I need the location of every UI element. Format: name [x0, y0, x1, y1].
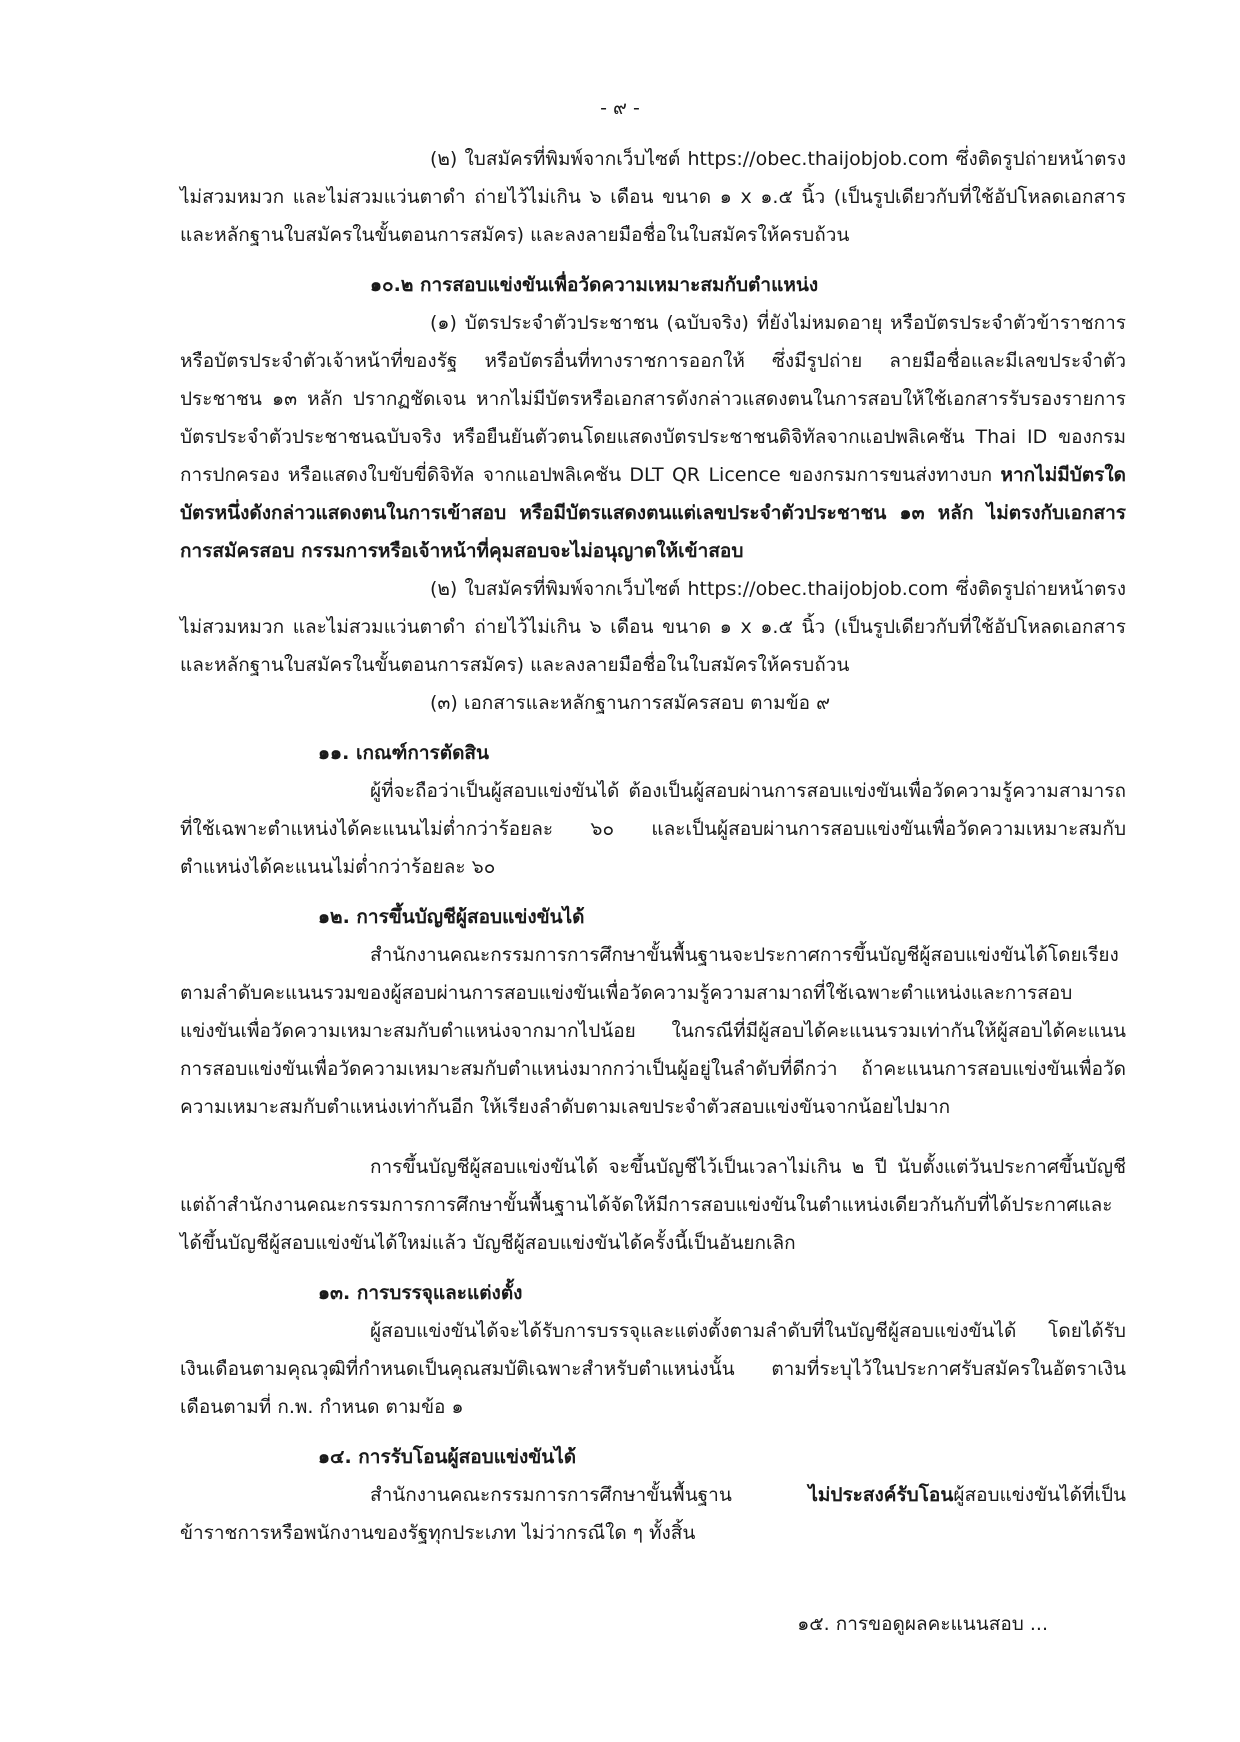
paragraph-application-form-2: (๒) ใบสมัครที่พิมพ์จากเว็บไซต์ https://obec.thaijobjob.com ซึ่งติดรูปถ่ายหน้าตรง ไม่สวมหมวก และไม่สวมแว่นตาดำ ถ่ายไว้ไม่เกิน ๖ เดือน ขนาด ๑ x ๑.๕ นิ้ว (เป็นรูปเดียวกับที่ใช้อัปโหลดเอกสารและหลักฐานใบสมัครในขั้นตอนการสมัคร) และลงลายมือชื่อในใบสมัครให้ครบถ้วน — [180, 578, 1126, 676]
paragraph-transfer — [180, 1476, 1126, 1552]
heading-12: ๑๒. การขึ้นบัญชีผู้สอบแข่งขันได้ — [318, 906, 585, 928]
paragraph-id-card — [180, 304, 1126, 570]
paragraph-application-form-1: (๒) ใบสมัครที่พิมพ์จากเว็บไซต์ https://obec.thaijobjob.com ซึ่งติดรูปถ่ายหน้าตรง ไม่สวมหมวก และไม่สวมแว่นตาดำ ถ่ายไว้ไม่เกิน ๖ เดือน ขนาด ๑ x ๑.๕ นิ้ว (เป็นรูปเดียวกับที่ใช้อัปโหลดเอกสารและหลักฐานใบสมัครในขั้นตอนการสมัคร) และลงลายมือชื่อในใบสมัครให้ครบถ้วน — [180, 148, 1126, 246]
heading-10-2: ๑๐.๒ การสอบแข่งขันเพื่อวัดความเหมาะสมกับตำแหน่ง — [370, 274, 819, 296]
id-card-text: (๑) บัตรประจำตัวประชาชน (ฉบับจริง) ที่ยังไม่หมดอายุ หรือบัตรประจำตัวข้าราชการหรือบัตรประจำตัวเจ้าหน้าที่ของรัฐ หรือบัตรอื่นที่ทางราชการออกให้ ซึ่งมีรูปถ่าย ลายมือชื่อและมีเลขประจำตัวประชาชน ๑๓ หลัก ปรากฏชัดเจน หากไม่มีบัตรหรือเอกสารดังกล่าวแสดงตนในการสอบให้ใช้เอกสารรับรองรายการบัตรประจำตัวประชาชนฉบับจริง หรือยืนยันตัวตนโดยแสดงบัตรประชาชนดิจิทัลจากแอปพลิเคชัน Thai ID ของกรมการปกครอง หรือแสดงใบขับขี่ดิจิทัล จากแอปพลิเคชัน DLT QR Licence ของกรมการขนส่งทางบก — [180, 312, 1126, 486]
page-number: - ๙ - — [600, 97, 640, 119]
transfer-text-a: สำนักงานคณะกรรมการการศึกษาขั้นพื้นฐาน — [370, 1484, 809, 1506]
paragraph-appointment: ผู้สอบแข่งขันได้จะได้รับการบรรจุและแต่งตั้งตามลำดับที่ในบัญชีผู้สอบแข่งขันได้ โดยได้รับเงินเดือนตามคุณวุฒิที่กำหนดเป็นคุณสมบัติเฉพาะสำหรับตำแหน่งนั้น ตามที่ระบุไว้ในประกาศรับสมัครในอัตราเงินเดือนตามที่ ก.พ. กำหนด ตามข้อ ๑ — [180, 1320, 1126, 1418]
id-card-warning: หากไม่มีบัตรใดบัตรหนึ่งดังกล่าวแสดงตนในการเข้าสอบ หรือมีบัตรแสดงตนแต่เลขประจำตัวประชาชน ๑๓ หลัก ไม่ตรงกับเอกสารการสมัครสอบ กรรมการหรือเจ้าหน้าที่คุมสอบจะไม่อนุญาตให้เข้าสอบ — [180, 464, 1126, 562]
document-body — [180, 140, 1126, 1552]
paragraph-documents: (๓) เอกสารและหลักฐานการสมัครสอบ ตามข้อ ๙ — [430, 692, 831, 714]
transfer-bold: ไม่ประสงค์รับโอน — [808, 1484, 954, 1506]
paragraph-list-validity: การขึ้นบัญชีผู้สอบแข่งขันได้ จะขึ้นบัญชีไว้เป็นเวลาไม่เกิน ๒ ปี นับตั้งแต่วันประกาศขึ้นบัญชี แต่ถ้าสำนักงานคณะกรรมการการศึกษาขั้นพื้นฐานได้จัดให้มีการสอบแข่งขันในตำแหน่งเดียวกันกับที่ได้ประกาศและได้ขึ้นบัญชีผู้สอบแข่งขันได้ใหม่แล้ว บัญชีผู้สอบแข่งขันได้ครั้งนี้เป็นอันยกเลิก — [180, 1156, 1126, 1254]
transfer-text-b: ผู้สอบแข่งขันได้ที่เป็นข้าราชการหรือพนักงานของรัฐทุกประเภท ไม่ว่ากรณีใด ๆ ทั้งสิ้น — [180, 1484, 1126, 1544]
paragraph-criteria: ผู้ที่จะถือว่าเป็นผู้สอบแข่งขันได้ ต้องเป็นผู้สอบผ่านการสอบแข่งขันเพื่อวัดความรู้ความสามารถที่ใช้เฉพาะตำแหน่งได้คะแนนไม่ต่ำกว่าร้อยละ ๖๐ และเป็นผู้สอบผ่านการสอบแข่งขันเพื่อวัดความเหมาะสมกับตำแหน่งได้คะแนนไม่ต่ำกว่าร้อยละ ๖๐ — [180, 780, 1126, 878]
heading-11: ๑๑. เกณฑ์การตัดสิน — [318, 742, 489, 764]
heading-14: ๑๔. การรับโอนผู้สอบแข่งขันได้ — [318, 1446, 577, 1468]
paragraph-ranking: สำนักงานคณะกรรมการการศึกษาขั้นพื้นฐานจะประกาศการขึ้นบัญชีผู้สอบแข่งขันได้โดยเรียงตามลำดับคะแนนรวมของผู้สอบผ่านการสอบแข่งขันเพื่อวัดความรู้ความสามาถที่ใช้เฉพาะตำแหน่งและการสอบแข่งขันเพื่อวัดความเหมาะสมกับตำแหน่งจากมากไปน้อย ในกรณีที่มีผู้สอบได้คะแนนรวมเท่ากันให้ผู้สอบได้คะแนนการสอบแข่งขันเพื่อวัดความเหมาะสมกับตำแหน่งมากกว่าเป็นผู้อยู่ในลำดับที่ดีกว่า ถ้าคะแนนการสอบแข่งขันเพื่อวัดความเหมาะสมกับตำแหน่งเท่ากันอีก ให้เรียงลำดับตามเลขประจำตัวสอบแข่งขันจากน้อยไปมาก — [180, 944, 1126, 1118]
heading-13: ๑๓. การบรรจุและแต่งตั้ง — [318, 1282, 523, 1304]
continuation-note: ๑๕. การขอดูผลคะแนนสอบ ... — [797, 1613, 1048, 1635]
